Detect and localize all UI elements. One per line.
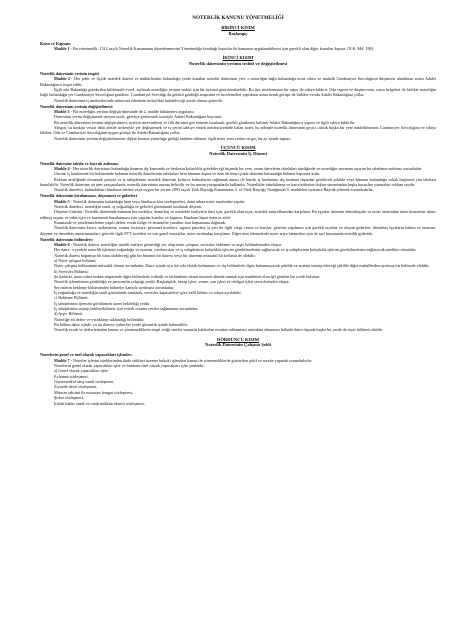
article-label: Madde 4 -: [54, 166, 72, 172]
list-item: İş yoğunluğu ve noterliğin sınıfı gözönünde tutularak, servisler kapasitelere göre belli bölüm ve odaya ayrılabilir.: [54, 289, 242, 295]
list-item: Şu kadarki, noter odası imkan nispetinde diğer bölümlerle irtibatlı ve bölümlerin daimi nezareti altında tutmak için maddeten elverişli görülen bir yerde bulunur.: [54, 273, 320, 279]
article-text: Her şehir ve ilçede noterlik dairesi ve mühürlerinin bulunduğu yerde kurulan noterlik dairesinin yeri, o noterliğin bağlı bulunduğu noter odası ve mahalli Cumhuriyet Savcılığının düşüncesi alındıktan sonra Adalet Bakanlığınca tespit edilir.: [40, 76, 436, 87]
article-label: Madde 1 -: [54, 46, 72, 52]
list-item: Noterlik işlemlerinin görüldüğü ve personelin çalıştığı yerdir. Başkatiplik, hesap işleri, vezne, yan işleri ve tebligat işleri servislerinden oluşur.: [54, 279, 290, 285]
list-item: Bu bölüm daire içinde, ya da daireye yakın bir yerde güvenlik içinde bulunabilir.: [54, 322, 188, 328]
article-label: Madde 6 -: [54, 241, 72, 247]
paragraph: Noterlik dairesinin iş merkezlerinde müracaat edenlerin kolaylıkla bulabileceği yerde olması gözetilir.: [54, 97, 224, 103]
list-item: Evlenme sözleşmesi,: [54, 373, 89, 379]
part3-roman: ÜÇÜNCÜ KISIM: [220, 145, 256, 151]
paragraph: a) Genel olarak yapacakları işler:: [54, 368, 109, 374]
part1-roman: BİRİNCİ KISIM: [221, 25, 255, 30]
paragraph: Yangın, su baskını vesair tabii afetler nedeniyle yer değiştirmek ve iş yerini tahliye etmek mecburiyetinde kalan noter, bu sebeple noterlik dairesinin geçici olarak başka bir yere nakledilmesini Cumhuriyet Savcılığına ve odaya bildirir. Oda ve Cumhuriyet Savcılığının uygun görüşü ile Adalet Bakanlığına yollar.: [40, 125, 436, 136]
list-item: Şirket sözleşmesi,: [54, 395, 84, 401]
paragraph: Bir noterlik dairesinin yerinin değiştirilmesi, noterin mevcudiyeti ve fiili durumu göz önünde tutularak, gerekli görülmesi halinde Adalet Bakanlığınca yapılır ve ilgili odaya bildirilir.: [54, 119, 356, 125]
paragraph: Noterlik daireleri, bulundukları binaların üstüne veya uygun bir yerine 2893 sayılı Türk Bayrağı Kanununun 3. ve Türk Bayrağı Tüzüğünün 9. maddeleri uyarınca Bayrak çekmek zorundadırlar.: [54, 187, 374, 193]
paragraph: Noterlik evrak ve defterlerinden kanun ve yönetmeliklerin tespit ettiği süreler sonunda kaldırılan evrakın saklanması mümkün olmaması halinde daire dışında başka bir yerde de arşiv bölümü olabilir.: [54, 327, 384, 333]
article-2: [40, 76, 436, 87]
article-text: Noterler işlerini isteklerinden ifade ettikleri üzerine hukuki işlemleri kanun ile yönetmeliklerde gösterilen şekil ve surette yapmak zorundadırlar.: [71, 357, 313, 363]
list-item: Servislerin bekleme bölümünden bölmeler kanıyla ayrılması zorunludur.: [54, 284, 175, 290]
paragraph: Dairesinin yerini değiştirmek isteyen noter, gerekçe göstermek suretiyle Adalet Bakanlığına başvurur.: [54, 114, 223, 120]
article-text: Her noterlik dairesinin bulunduğu binanın dış kısmında ve herkesin kolaylıkla görebileceği biçimde bir yere, resmi dairelerin tabelaları niteliğinde ve noterliğin unvanını taşıyan bir tabelanın asılması zorunludur.: [71, 166, 423, 172]
list-item: İrtifak hakkı vaadi ve ortak mülkün idaresi sözleşmesi,: [54, 400, 145, 406]
part2-name: Noterlik dairesinin yerinin tesbiti ve değiştirilmesi: [188, 60, 288, 66]
list-item: c) Bekleme Bölümü:: [54, 295, 89, 301]
article-text: Noterlik dairesinin bulunduğu bina veya binaların kira sözleşmeleri, daire adına noter tarafından yapılır.: [71, 198, 246, 204]
paragraph: Noterlik dairesinin kirası, aydınlatma, ısıtma, kırtasiye, personel ücretleri, sigorta primleri, iş yeri ile ilgili vergi, resim ve harçlar, görevin yapılması için gerekli seyahat ve ulaşım giderleri, demirbaş eşyaların bakım ve onarımı, döşeme ve demirbaş amortismanları, görevle ilgili PTT ücretleri ve sair genel masraflar, noter tarafından karşılanır. Diğer tüm ödemelerde noter arşiv hizmetleri için de sarf hususunda noterlik gideridir.: [40, 225, 436, 236]
article-text: Bu yönetmelik, 1512 sayılı Noterlik Kanununun düzenlenmesini Yönetmeliğe bıraktığı hususlar ile kanunun uygulanabilmesi için gerekli olan diğer konuları kapsar. (N.K. Md. 198): [71, 46, 373, 52]
document-page: [40, 14, 436, 406]
list-item: İş sahiplerinin işlemini gördürtmek üzere beklediği yerdir.: [54, 300, 151, 306]
paragraph: Reklam niteliğinde olmamak şartıyla ve iş sahiplerinin noterlik dairesini kolayca bulmalarını sağlamak amacı ile büyük iş hanlarının dış kısmına dışardan görülecek şekilde veya binanın bulunduğu sokak başlarına yön tabelası konulabilir. Noterlik dairesine ait tüm yazışmalarda, noterlik dairesinin unvanı belirtilir ve bu unvan yazışmalarda kullanılır. Noterlikler tabelalarına ve kartvizitlerine doktor unvanından başka hususları yazmaları reklam sayılır.: [40, 176, 436, 188]
article-label: Madde 7 -: [54, 357, 72, 363]
article-label: Madde 3 -: [54, 108, 72, 114]
list-item: b) Servisler Bölümü:: [54, 268, 89, 274]
list-item: d) Arşiv Bölümü:: [54, 311, 83, 317]
section-heading: Noterlik dairesinin kiralanması, döşenmesi ve giderleri: [40, 193, 137, 199]
part4-name: Noterlik Dairesinin Çalışma Şekli: [205, 342, 271, 348]
list-item: İş sahiplerinin oturup bekleyebilmesi için yeterli oturma yerleri sağlanması zorunludur.: [54, 306, 199, 311]
section-heading: Noterlik dairesinin bölümleri:: [40, 236, 94, 242]
paragraph: Noterlik dairesinin yerinin değiştirilmesine ilişkin kararın yürürlüğe girdiği tarihten itibaren, ilgili noter yeni yerine en geç bir ay içinde taşınır.: [54, 135, 291, 141]
list-item: Noterliğe ait defter ve evrakların saklandığı bölümdür.: [54, 316, 145, 322]
section-heading: Noterlik dairesinin yerinin değiştirilmesi:: [40, 103, 114, 109]
section-heading: Konu ve Kapsam: [40, 40, 71, 46]
section-heading: Noterlik dairesine tabela ve bayrak asılması:: [40, 160, 119, 166]
paragraph: Döşeme Giderini: Noterlik dairesinde bulunan her mobilya, demirbaş ve meslekle faaliyetin ifası için, gerekli olan eşya, noterlik masraflarından karşılanır. Bu eşyalar dairenin demirbaşıdır ve noter tarafından daire hizmetine tahsis edilmiş taşınır ve sabit eşya ve hazinenin hazırlanması için yapılan kurulur ve kapanır. Bunların hepsi noterce aittir.: [40, 209, 436, 220]
paragraph: Noterlerin genel olarak yapacakları işler ve bunların özel olarak yapacakları işler şunlardır:: [54, 363, 205, 369]
part4-roman: DÖRDÜNCÜ KISIM: [217, 336, 259, 342]
section-heading: Noterlerin genel ve özel olarak yapacakları işlemler:: [40, 352, 133, 358]
part3-name: Noterlik Dairesinin İç Düzeni: [209, 150, 267, 156]
document-title: NOTERLİK KANUNU YÖNETMELİĞİ: [192, 15, 284, 21]
paragraph: İlgili oda Bakanlığa gönderilen bildirimde evvel, açılacak noterliğin yerinin tesbiti için bir üyesini görevlendirebilir. Bu üye incelemesini bir rapor ile odaya bildirir. Oda raporu ve düşüncesini, varsa belgeleri ile birlikte noterliğin bağlı bulunduğu yer Cumhuriyet Savcılığına gönderir. Cumhuriyet Savcılığı da gerekli gördüğü araştırma ve incelemeleri yaptıktan sonra kendi görüşü ile birlikte evrakı Adalet Bakanlığına yollar.: [40, 87, 436, 98]
list-item: a) Noter çalışma bölümü;: [54, 257, 97, 263]
article-label: Madde 2 -: [54, 76, 73, 82]
paragraph: Unvanı iş hanlarında bir bölümünde bulunan noterlik dairelerinin tabelaları hem binanın dışına ve hem de bina içinde dairenin bulunduğu bölüme kapısına asılır.: [54, 171, 321, 177]
paragraph: Kasanında ve yenilenmelerine yapılı defter, evrak bölge ve emanetler yazıtları fara kapsamına doğmadı.: [54, 220, 227, 225]
list-item: Noter çalışma bölümünün müstakil olması zorunludur. Daire içinde ayrı bir oda olarak bulunması ve dış bölümlerle ilgisi bulunmayacak şekilde ve noterin temsip edeceği şekilde diğer mahallerden ayrılmış bir bölümde olabilir.: [54, 263, 430, 269]
part1-name: Başlangıç: [228, 30, 248, 36]
article-text: Bir noterliğin yerinin değiştirilmesinde de 2. madde hükümleri uygulanır.: [71, 108, 195, 114]
section-heading: Noterlik dairesinin yerinin tespiti: [40, 71, 99, 77]
list-item: Mirasın taksimi ile mirastan feragat sözleşmesi,: [54, 389, 134, 395]
part2-roman: İKİNCİ KISIM: [222, 55, 254, 61]
list-item: Ziynetle devri sözleşmesi,: [54, 384, 98, 390]
article-label: Madde 5 -: [54, 198, 72, 204]
paragraph: Noterlik daireleri, noterliğin sınıfı, iş yoğunluğu ve gelirleri gözönünde tutularak döşenir.: [54, 203, 202, 209]
list-item: Gayrimenkul satış vaadi sözleşmesi,: [54, 379, 115, 385]
article-text: Noterlik dairesi, noterliğin sürekli faaliyet gösterdiği yer olup noter çalışma, servisler, bekleme ve arşiv bölümlerinden oluşur.: [71, 241, 282, 247]
paragraph: Noterlik dairesi bağımsız bir bina olabileceği gibi bir binanın bir dairesi veya bir dairenin müstakil bir bölümü de olabilir:: [54, 252, 256, 258]
paragraph: Her daire, o yerdeki noterlik işlerinin yoğunluğu ve noterin, yardımcıları ve iş sahiplerinin kolaylıkla işlerini görebilmelerini sağlayacak ve iş sahiplerinin kolaylıkla işlerini görebilmelerini sağlayacak nitelikte olmalıdır.: [54, 247, 417, 253]
